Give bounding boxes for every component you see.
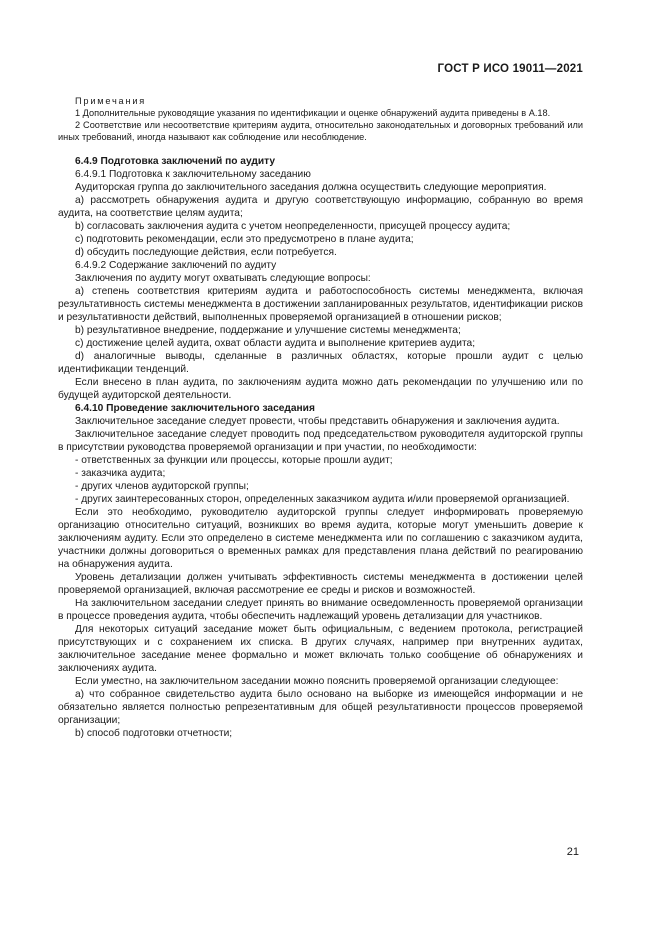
section-heading-6-4-9: 6.4.9 Подготовка заключений по аудиту [75,156,275,167]
dash-list-item: - других заинтересованных сторон, определенных заказчиком аудита и/или проверяемой организацией. [75,494,570,505]
document-header: ГОСТ Р ИСО 19011—2021 [437,63,583,75]
paragraph: Аудиторская группа до заключительного заседания должна осуществить следующие мероприятия. [75,182,547,193]
list-item: d) аналогичные выводы, сделанные в различных областях, которые прошли аудит с целью идентификации тенденций. [58,351,583,375]
paragraph: Если уместно, на заключительном заседании можно пояснить проверяемой организации следующее: [75,676,559,687]
list-item: c) достижение целей аудита, охват области аудита и выполнение критериев аудита; [75,338,476,349]
list-item: b) результативное внедрение, поддержание и улучшение системы менеджмента; [75,325,461,336]
section-heading-6-4-10: 6.4.10 Проведение заключительного заседания [75,403,315,414]
paragraph: На заключительном заседании следует принять во внимание осведомленность проверяемой организации в процессе проведения аудита, чтобы обеспечить надлежащий уровень детализации для участников. [58,598,583,622]
paragraph: Заключительное заседание следует провести, чтобы представить обнаружения и заключения аудита. [75,416,560,427]
list-item: c) подготовить рекомендации, если это предусмотрено в плане аудита; [75,234,414,245]
subsection-heading: 6.4.9.1 Подготовка к заключительному заседанию [75,169,311,180]
list-item: b) способ подготовки отчетности; [75,728,233,739]
list-item: a) степень соответствия критериям аудита и работоспособность системы менеджмента, включая результативность системы менеджмента в достижении запланированных результатов, идентификации рисков и результативности действий, выполненных проверяемой организацией в отношении рисков; [58,286,583,323]
paragraph: Заключения по аудиту могут охватывать следующие вопросы: [75,273,371,284]
page-content [58,95,583,740]
list-item: a) что собранное свидетельство аудита было основано на выборке из имеющейся информации и не обязательно является полностью репрезентативным для общей результативности процессов проверяемой организации; [58,689,583,726]
list-item: b) согласовать заключения аудита с учетом неопределенности, присущей процессу аудита; [75,221,511,232]
paragraph: Заключительное заседание следует проводить под председательством руководителя аудиторской группы в присутствии руководства проверяемой организации и при участии, по необходимости: [58,429,583,453]
note-item: 1 Дополнительные руководящие указания по идентификации и оценке обнаружений аудита приведены в А.18. [75,108,551,118]
notes-title: Примечания [75,96,147,106]
paragraph: Уровень детализации должен учитывать эффективность системы менеджмента в достижении целей проверяемой организацией, включая рассмотрение ее среды и рисков и возможностей. [58,572,583,596]
list-item: a) рассмотреть обнаружения аудита и другую соответствующую информацию, собранную во время аудита, на соответствие целям аудита; [58,195,583,219]
dash-list-item: - других членов аудиторской группы; [75,481,249,492]
paragraph: Если внесено в план аудита, по заключениям аудита можно дать рекомендации по улучшению или по будущей аудиторской деятельности. [58,377,583,401]
paragraph: Для некоторых ситуаций заседание может быть официальным, с ведением протокола, регистрацией присутствующих и с сохранением их списка. В других случаях, например при внутренних аудитах, заключительное заседание менее формально и может включать только сообщение об обнаружениях и заключениях аудита. [58,624,583,674]
notes-block [58,95,583,143]
list-item: d) обсудить последующие действия, если потребуется. [75,247,337,258]
subsection-heading: 6.4.9.2 Содержание заключений по аудиту [75,260,277,271]
dash-list-item: - заказчика аудита; [75,468,166,479]
paragraph: Если это необходимо, руководителю аудиторской группы следует информировать проверяемую организацию относительно ситуаций, возникших во время аудита, которые могут уменьшить доверие к заключениям аудиту. Если это определено в системе менеджмента или по соглашению с заказчиком аудита, участники должны договориться о временных рамках для представления плана действий по реагированию на обнаружения аудита. [58,507,583,570]
dash-list-item: - ответственных за функции или процессы, которые прошли аудит; [75,455,393,466]
note-item: 2 Соответствие или несоответствие критериям аудита, относительно законодательных и договорных требований или иных требований, иногда называют как соблюдение или несоблюдение. [58,120,583,142]
page-number: 21 [566,846,579,858]
